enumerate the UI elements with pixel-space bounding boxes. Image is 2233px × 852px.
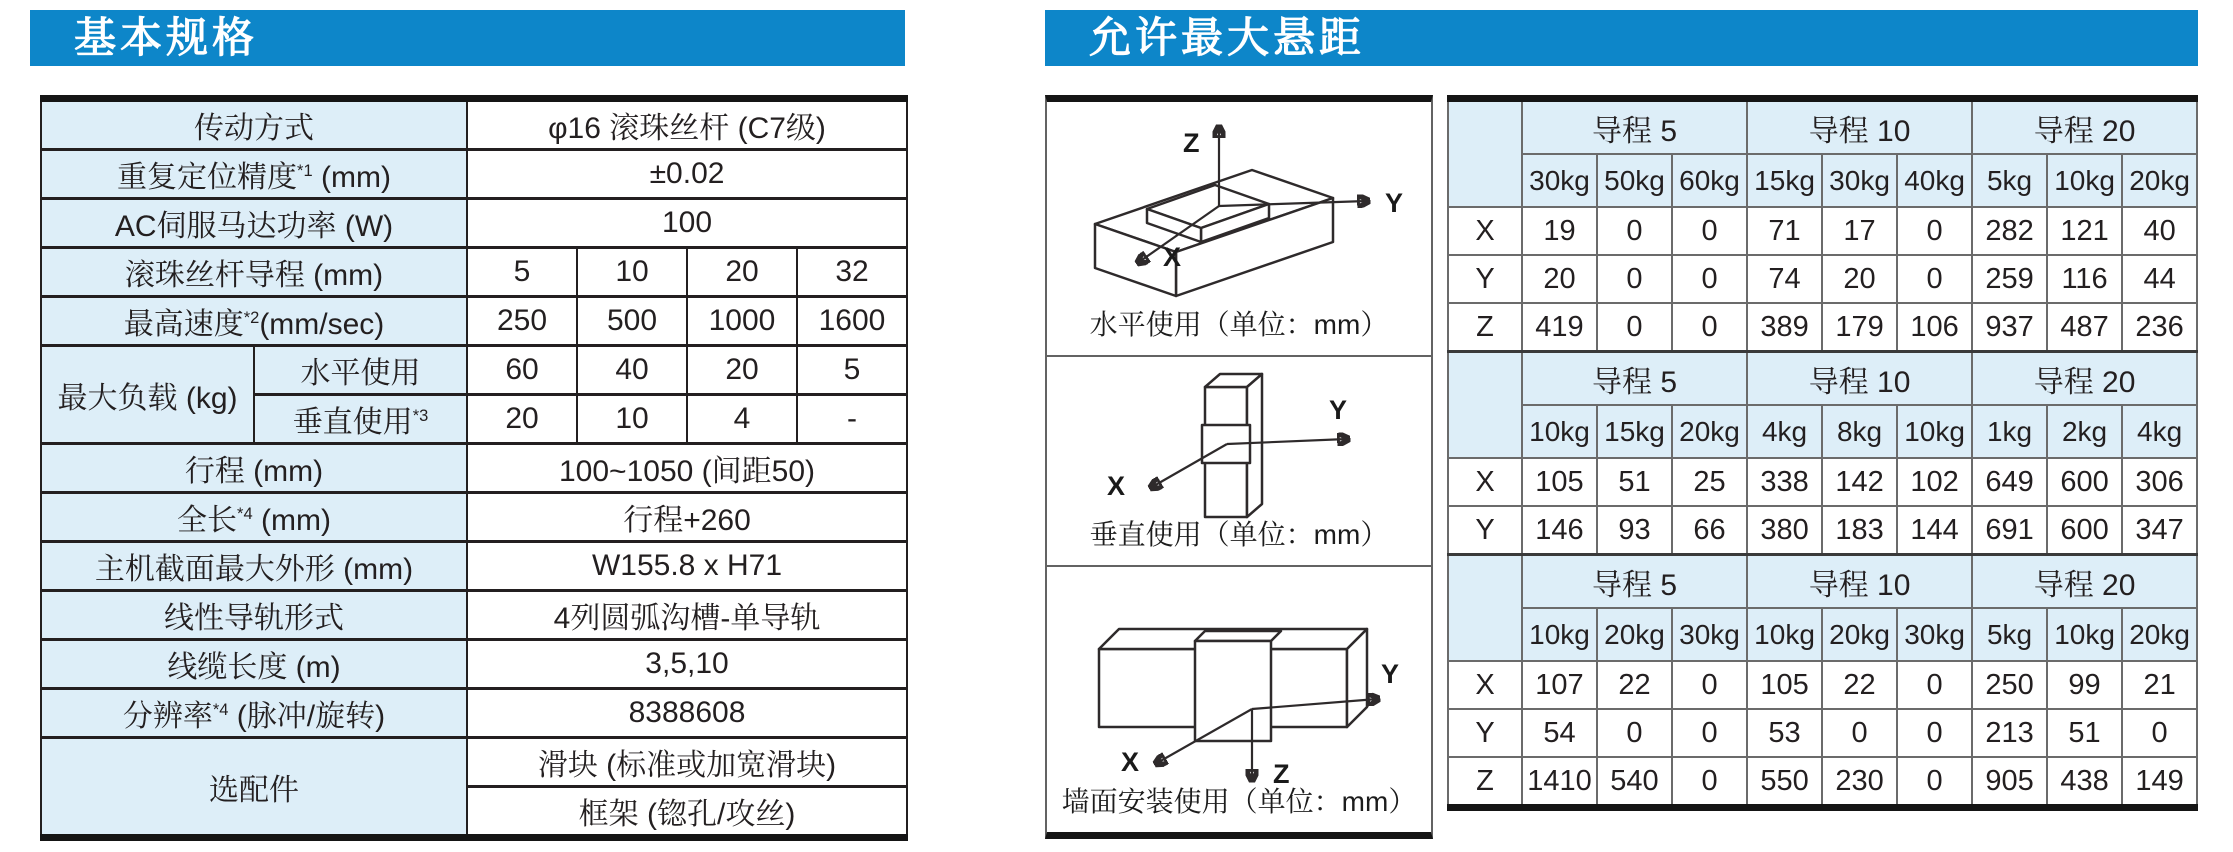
overhang-value-cell: 102 xyxy=(1897,458,1972,506)
overhang-data-row xyxy=(1448,255,2197,303)
overhang-value-cell: 0 xyxy=(1897,661,1972,709)
spec-value-hload-4: 5 xyxy=(797,346,907,395)
max-overhang-banner xyxy=(1045,10,2198,66)
spec-value-vload-3: 4 xyxy=(687,395,797,444)
y-axis-label: Y xyxy=(1385,188,1404,218)
load-header-cell: 10kg xyxy=(1522,608,1597,661)
lead-header-cell: 导程 5 xyxy=(1522,352,1747,406)
load-header-cell: 30kg xyxy=(1522,154,1597,207)
load-header-cell: 10kg xyxy=(2047,608,2122,661)
overhang-value-cell: 438 xyxy=(2047,757,2122,808)
load-header-cell: 2kg xyxy=(2047,405,2122,458)
overhang-value-cell: 282 xyxy=(1972,207,2047,255)
rail-sketch xyxy=(1099,629,1367,741)
spec-row-stroke xyxy=(41,444,907,493)
axis-label-cell: Y xyxy=(1448,506,1522,555)
spec-label-cross-section: 主机截面最大外形 (mm) xyxy=(41,542,467,591)
load-header-cell: 15kg xyxy=(1597,405,1672,458)
spec-row-motor-power xyxy=(41,199,907,248)
overhang-value-cell: 937 xyxy=(1972,303,2047,352)
load-header-cell: 5kg xyxy=(1972,608,2047,661)
overhang-value-cell: 0 xyxy=(1672,303,1747,352)
spec-row-cross-section xyxy=(41,542,907,591)
z-axis-label: Z xyxy=(1273,759,1290,786)
overhang-value-cell: 213 xyxy=(1972,709,2047,757)
spec-label-cable-length: 线缆长度 (m) xyxy=(41,640,467,689)
spec-value-speed-2: 500 xyxy=(577,297,687,346)
load-header-cell: 10kg xyxy=(1522,405,1597,458)
overhang-value-cell: 183 xyxy=(1822,506,1897,555)
vertical-use-diagram-cell xyxy=(1045,355,1433,567)
overhang-value-cell: 106 xyxy=(1897,303,1972,352)
overhang-data-row xyxy=(1448,506,2197,555)
lead-header-cell: 导程 20 xyxy=(1972,555,2197,609)
overhang-value-cell: 0 xyxy=(1897,255,1972,303)
axis-label-cell: X xyxy=(1448,207,1522,255)
spec-value-hload-1: 60 xyxy=(467,346,577,395)
spec-row-load-horizontal xyxy=(41,346,907,395)
spec-label-motor-power: AC伺服马达功率 (W) xyxy=(41,199,467,248)
load-header-cell: 60kg xyxy=(1672,154,1747,207)
load-header-cell: 20kg xyxy=(2122,154,2197,207)
overhang-value-cell: 66 xyxy=(1672,506,1747,555)
x-axis-label: X xyxy=(1120,747,1139,777)
axis-label-cell: Y xyxy=(1448,709,1522,757)
spec-row-cable-length xyxy=(41,640,907,689)
spec-label-max-load: 最大负载 (kg) xyxy=(41,346,254,444)
spec-row-total-length xyxy=(41,493,907,542)
overhang-value-cell: 20 xyxy=(1522,255,1597,303)
lead-header-cell: 导程 20 xyxy=(1972,99,2197,155)
load-header-cell: 20kg xyxy=(1822,608,1897,661)
overhang-value-cell: 19 xyxy=(1522,207,1597,255)
overhang-value-cell: 105 xyxy=(1522,458,1597,506)
overhang-value-cell: 51 xyxy=(2047,709,2122,757)
overhang-value-cell: 0 xyxy=(2122,709,2197,757)
spec-label-horizontal-use: 水平使用 xyxy=(254,346,467,395)
y-axis-label: Y xyxy=(1381,659,1400,689)
axis-label-cell: Y xyxy=(1448,255,1522,303)
lead-header-cell: 导程 5 xyxy=(1522,555,1747,609)
overhang-value-cell: 74 xyxy=(1747,255,1822,303)
overhang-value-cell: 250 xyxy=(1972,661,2047,709)
overhang-value-cell: 0 xyxy=(1672,661,1747,709)
load-header-cell: 40kg xyxy=(1897,154,1972,207)
overhang-value-cell: 0 xyxy=(1897,207,1972,255)
spec-row-resolution xyxy=(41,689,907,738)
load-header-row xyxy=(1448,608,2197,661)
lead-header-cell: 导程 20 xyxy=(1972,352,2197,406)
load-header-cell: 4kg xyxy=(2122,405,2197,458)
spec-label-screw-lead: 滚珠丝杆导程 (mm) xyxy=(41,248,467,297)
overhang-value-cell: 0 xyxy=(1822,709,1897,757)
overhang-data-row xyxy=(1448,709,2197,757)
rail-sketch xyxy=(1095,170,1333,296)
overhang-value-cell: 93 xyxy=(1597,506,1672,555)
overhang-value-cell: 649 xyxy=(1972,458,2047,506)
lead-header-cell: 导程 10 xyxy=(1747,352,1972,406)
spec-label-options: 选配件 xyxy=(41,738,467,838)
spec-label-guide-type: 线性导轨形式 xyxy=(41,591,467,640)
overhang-value-cell: 107 xyxy=(1522,661,1597,709)
rail-sketch xyxy=(1202,374,1262,517)
axis-column-header xyxy=(1448,352,1522,459)
spec-value-motor-power: 100 xyxy=(467,199,907,248)
spec-row-repeatability xyxy=(41,150,907,199)
overhang-value-cell: 0 xyxy=(1672,709,1747,757)
lead-header-cell: 导程 10 xyxy=(1747,555,1972,609)
z-axis-label: Z xyxy=(1183,128,1200,158)
spec-label-stroke: 行程 (mm) xyxy=(41,444,467,493)
spec-label-resolution: 分辨率$^{*4}$ (脉冲/旋转) xyxy=(41,689,467,738)
overhang-value-cell: 71 xyxy=(1747,207,1822,255)
spec-row-guide-type xyxy=(41,591,907,640)
load-header-cell: 8kg xyxy=(1822,405,1897,458)
overhang-data-row xyxy=(1448,757,2197,808)
overhang-value-cell: 51 xyxy=(1597,458,1672,506)
vertical-orientation-diagram xyxy=(1047,361,1435,521)
overhang-value-cell: 0 xyxy=(1597,709,1672,757)
overhang-value-cell: 17 xyxy=(1822,207,1897,255)
spec-label-total-length: 全长$^{*4}$ (mm) xyxy=(41,493,467,542)
load-header-cell: 4kg xyxy=(1747,405,1822,458)
spec-label-drive-type: 传动方式 xyxy=(41,99,467,150)
overhang-value-cell: 149 xyxy=(2122,757,2197,808)
overhang-value-cell: 487 xyxy=(2047,303,2122,352)
overhang-value-cell: 600 xyxy=(2047,506,2122,555)
overhang-value-cell: 25 xyxy=(1672,458,1747,506)
overhang-value-cell: 0 xyxy=(1597,207,1672,255)
basic-spec-banner xyxy=(30,10,905,66)
overhang-value-cell: 389 xyxy=(1747,303,1822,352)
load-header-cell: 50kg xyxy=(1597,154,1672,207)
overhang-value-cell: 905 xyxy=(1972,757,2047,808)
overhang-value-cell: 0 xyxy=(1597,303,1672,352)
overhang-value-cell: 146 xyxy=(1522,506,1597,555)
spec-value-hload-2: 40 xyxy=(577,346,687,395)
horizontal-orientation-diagram xyxy=(1047,106,1435,306)
overhang-value-cell: 0 xyxy=(1672,255,1747,303)
spec-value-hload-3: 20 xyxy=(687,346,797,395)
overhang-data-row xyxy=(1448,661,2197,709)
wall-mount-orientation-diagram xyxy=(1047,571,1435,786)
overhang-value-cell: 40 xyxy=(2122,207,2197,255)
spec-value-speed-4: 1600 xyxy=(797,297,907,346)
overhang-data-row xyxy=(1448,458,2197,506)
load-header-row xyxy=(1448,154,2197,207)
overhang-value-cell: 0 xyxy=(1672,207,1747,255)
spec-value-drive-type: φ16 滚珠丝杆 (C7级) xyxy=(467,99,907,150)
overhang-table xyxy=(1447,95,2198,811)
load-header-cell: 30kg xyxy=(1822,154,1897,207)
basic-spec-title: 基本规格 xyxy=(74,14,259,61)
spec-value-speed-3: 1000 xyxy=(687,297,797,346)
overhang-value-cell: 600 xyxy=(2047,458,2122,506)
overhang-value-cell: 691 xyxy=(1972,506,2047,555)
overhang-value-cell: 0 xyxy=(1597,255,1672,303)
basic-spec-table xyxy=(40,95,908,841)
spec-value-total-length: 行程+260 xyxy=(467,493,907,542)
overhang-value-cell: 380 xyxy=(1747,506,1822,555)
spec-value-stroke: 100~1050 (间距50) xyxy=(467,444,907,493)
axis-label-cell: Z xyxy=(1448,303,1522,352)
overhang-value-cell: 22 xyxy=(1597,661,1672,709)
vertical-use-caption: 垂直使用（单位：mm） xyxy=(1089,519,1389,550)
overhang-value-cell: 236 xyxy=(2122,303,2197,352)
lead-header-cell: 导程 10 xyxy=(1747,99,1972,155)
spec-row-max-speed xyxy=(41,297,907,346)
axis-column-header xyxy=(1448,555,1522,662)
overhang-value-cell: 20 xyxy=(1822,255,1897,303)
overhang-value-cell: 419 xyxy=(1522,303,1597,352)
overhang-value-cell: 44 xyxy=(2122,255,2197,303)
axis-label-cell: X xyxy=(1448,458,1522,506)
spec-value-lead-10: 10 xyxy=(577,248,687,297)
spec-value-lead-32: 32 xyxy=(797,248,907,297)
overhang-value-cell: 105 xyxy=(1747,661,1822,709)
overhang-value-cell: 540 xyxy=(1597,757,1672,808)
x-axis-label: X xyxy=(1106,471,1125,501)
overhang-value-cell: 116 xyxy=(2047,255,2122,303)
overhang-value-cell: 0 xyxy=(1897,709,1972,757)
overhang-table-body xyxy=(1448,99,2197,808)
axis-label-cell: Z xyxy=(1448,757,1522,808)
overhang-value-cell: 550 xyxy=(1747,757,1822,808)
x-axis-label: X xyxy=(1163,242,1182,272)
load-header-cell: 10kg xyxy=(1897,405,1972,458)
overhang-value-cell: 259 xyxy=(1972,255,2047,303)
load-header-cell: 30kg xyxy=(1672,608,1747,661)
spec-label-repeatability: 重复定位精度$^{*1}$ (mm) xyxy=(41,150,467,199)
overhang-value-cell: 22 xyxy=(1822,661,1897,709)
axis-column-header xyxy=(1448,99,1522,208)
horizontal-use-diagram-cell xyxy=(1045,95,1433,357)
spec-value-cross-section: W155.8 x H71 xyxy=(467,542,907,591)
overhang-value-cell: 53 xyxy=(1747,709,1822,757)
overhang-value-cell: 179 xyxy=(1822,303,1897,352)
lead-header-row xyxy=(1448,352,2197,406)
overhang-value-cell: 0 xyxy=(1672,757,1747,808)
overhang-value-cell: 121 xyxy=(2047,207,2122,255)
wall-mount-caption: 墙面安装使用（单位：mm） xyxy=(1061,786,1417,817)
overhang-value-cell: 142 xyxy=(1822,458,1897,506)
axis-label-cell: X xyxy=(1448,661,1522,709)
y-axis-label: Y xyxy=(1329,395,1348,425)
spec-row-screw-lead xyxy=(41,248,907,297)
overhang-data-row xyxy=(1448,303,2197,352)
load-header-cell: 20kg xyxy=(1672,405,1747,458)
lead-header-row xyxy=(1448,99,2197,155)
overhang-value-cell: 338 xyxy=(1747,458,1822,506)
overhang-value-cell: 54 xyxy=(1522,709,1597,757)
load-header-cell: 5kg xyxy=(1972,154,2047,207)
spec-value-vload-2: 10 xyxy=(577,395,687,444)
spec-value-vload-4: - xyxy=(797,395,907,444)
wall-mount-diagram-cell xyxy=(1045,565,1433,839)
spec-value-lead-20: 20 xyxy=(687,248,797,297)
spec-row-options-slider xyxy=(41,738,907,787)
load-header-cell: 20kg xyxy=(1597,608,1672,661)
spec-value-option-slider: 滑块 (标准或加宽滑块) xyxy=(467,738,907,787)
overhang-value-cell: 1410 xyxy=(1522,757,1597,808)
spec-value-resolution: 8388608 xyxy=(467,689,907,738)
overhang-value-cell: 21 xyxy=(2122,661,2197,709)
load-header-cell: 1kg xyxy=(1972,405,2047,458)
spec-value-lead-5: 5 xyxy=(467,248,577,297)
horizontal-use-caption: 水平使用（单位：mm） xyxy=(1089,309,1389,340)
overhang-value-cell: 99 xyxy=(2047,661,2122,709)
spec-value-option-frame: 框架 (锪孔/攻丝) xyxy=(467,787,907,838)
spec-value-vload-1: 20 xyxy=(467,395,577,444)
spec-value-repeatability: ±0.02 xyxy=(467,150,907,199)
overhang-value-cell: 144 xyxy=(1897,506,1972,555)
load-header-row xyxy=(1448,405,2197,458)
overhang-data-row xyxy=(1448,207,2197,255)
spec-label-vertical-use: 垂直使用$^{*3}$ xyxy=(254,395,467,444)
overhang-value-cell: 347 xyxy=(2122,506,2197,555)
spec-row-drive xyxy=(41,99,907,150)
spec-value-guide-type: 4列圆弧沟槽-单导轨 xyxy=(467,591,907,640)
lead-header-row xyxy=(1448,555,2197,609)
max-overhang-title: 允许最大悬距 xyxy=(1089,14,1366,61)
overhang-value-cell: 230 xyxy=(1822,757,1897,808)
lead-header-cell: 导程 5 xyxy=(1522,99,1747,155)
load-header-cell: 15kg xyxy=(1747,154,1822,207)
overhang-value-cell: 306 xyxy=(2122,458,2197,506)
spec-value-cable-length: 3,5,10 xyxy=(467,640,907,689)
load-header-cell: 10kg xyxy=(2047,154,2122,207)
spec-label-max-speed: 最高速度$^{*2}$(mm/sec) xyxy=(41,297,467,346)
load-header-cell: 30kg xyxy=(1897,608,1972,661)
overhang-value-cell: 0 xyxy=(1897,757,1972,808)
spec-value-speed-1: 250 xyxy=(467,297,577,346)
load-header-cell: 10kg xyxy=(1747,608,1822,661)
load-header-cell: 20kg xyxy=(2122,608,2197,661)
